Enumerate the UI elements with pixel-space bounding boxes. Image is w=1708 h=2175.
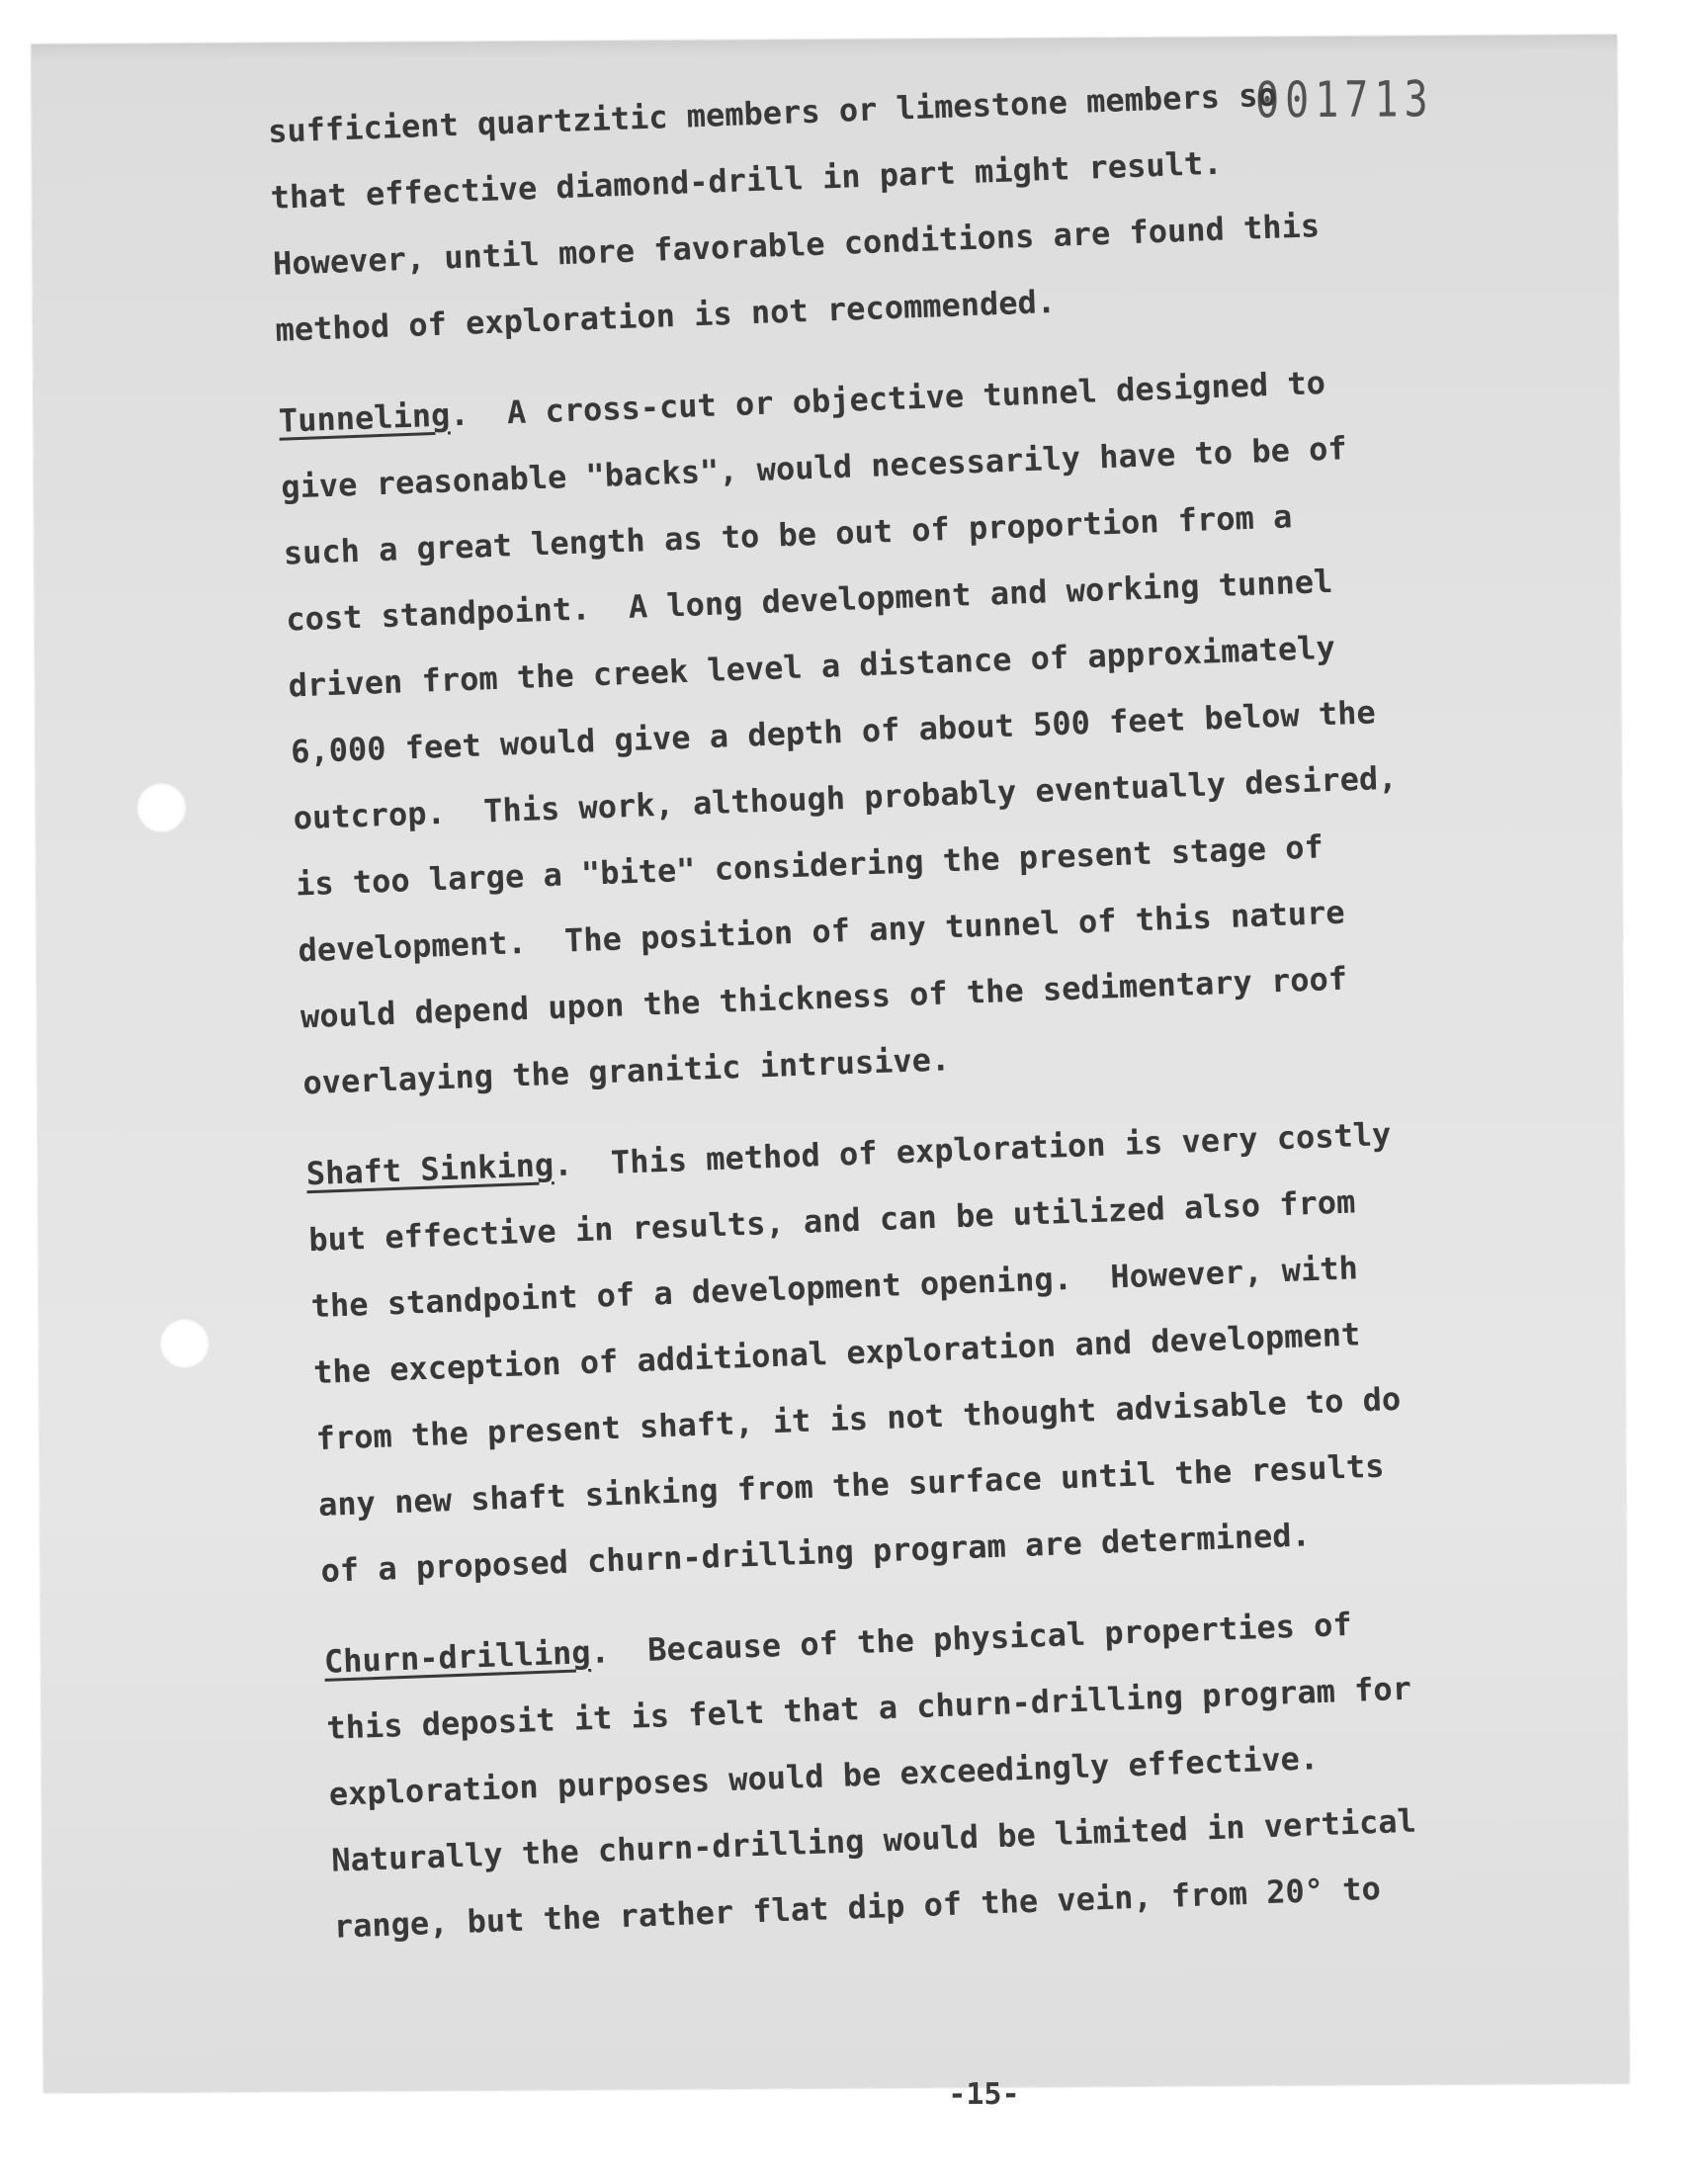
text-line: from the present shaft, it is not thought advisable to do bbox=[314, 1379, 1402, 1458]
paragraph-churn-drilling bbox=[323, 1584, 1570, 1960]
section-heading-shaft-sinking: Shaft Sinking bbox=[305, 1146, 555, 1193]
text-line: sufficient quartzitic members or limestone members so bbox=[267, 75, 1278, 150]
text-line: that effective diamond-drill in part might result. bbox=[269, 143, 1223, 217]
text-line: would depend upon the thickness of the sedimentary roof bbox=[299, 959, 1348, 1036]
paragraph-shaft-sinking bbox=[305, 1095, 1557, 1604]
document-number: 001713 bbox=[1254, 71, 1434, 130]
text-line: any new shaft sinking from the surface until the results bbox=[317, 1446, 1385, 1524]
text-line: is too large a "bite" considering the present stage of bbox=[295, 827, 1324, 904]
text-line: cost standpoint. A long development and working tunnel bbox=[285, 562, 1333, 639]
text-line: such a great length as to be out of proportion from a bbox=[283, 497, 1293, 572]
text-line: development. The position of any tunnel of this nature bbox=[297, 893, 1346, 970]
section-heading-churn-drilling: Churn-drilling bbox=[323, 1633, 592, 1681]
body-text bbox=[267, 53, 1571, 1985]
text-line: driven from the creek level a distance of approximately bbox=[288, 628, 1336, 705]
text-line: give reasonable "backs", would necessarily have to be of bbox=[280, 429, 1348, 506]
text-line: the exception of additional exploration and development bbox=[312, 1315, 1361, 1392]
page-number: -15- bbox=[948, 2076, 1020, 2113]
punch-hole-bottom bbox=[160, 1319, 210, 1368]
text-line: range, but the rather flat dip of the vein, from 20° to bbox=[333, 1869, 1382, 1946]
section-heading-tunneling: Tunneling bbox=[278, 395, 451, 440]
text-line: but effective in results, and can be utilized also from bbox=[307, 1182, 1356, 1260]
text-line: overlaying the granitic intrusive. bbox=[301, 1040, 951, 1102]
text-line: 6,000 feet would give a depth of about 500 feet below the bbox=[290, 693, 1377, 771]
text-line: exploration purposes would be exceedingly effective. bbox=[328, 1739, 1320, 1813]
text-line: method of exploration is not recommended. bbox=[274, 282, 1057, 349]
paragraph-tunneling bbox=[278, 343, 1539, 1116]
text-line: the standpoint of a development opening. However, with bbox=[310, 1249, 1359, 1326]
punch-hole-top bbox=[136, 783, 186, 832]
text-line-rest: . This method of exploration is very costly bbox=[553, 1115, 1392, 1184]
text-line: Naturally the churn-drilling would be limited in vertical bbox=[330, 1801, 1417, 1879]
text-line: outcrop. This work, although probably eventually desired, bbox=[292, 758, 1399, 837]
text-line-rest: . Because of the physical properties of bbox=[589, 1605, 1353, 1672]
paragraph-diamond-drilling bbox=[267, 53, 1511, 364]
text-line: of a proposed churn-drilling program are determined. bbox=[319, 1516, 1312, 1590]
text-line: However, until more favorable conditions are found this bbox=[272, 207, 1321, 283]
text-line: this deposit it is felt that a churn-drilling program for bbox=[325, 1669, 1412, 1747]
text-line-rest: . A cross-cut or objective tunnel designed to bbox=[449, 363, 1326, 434]
